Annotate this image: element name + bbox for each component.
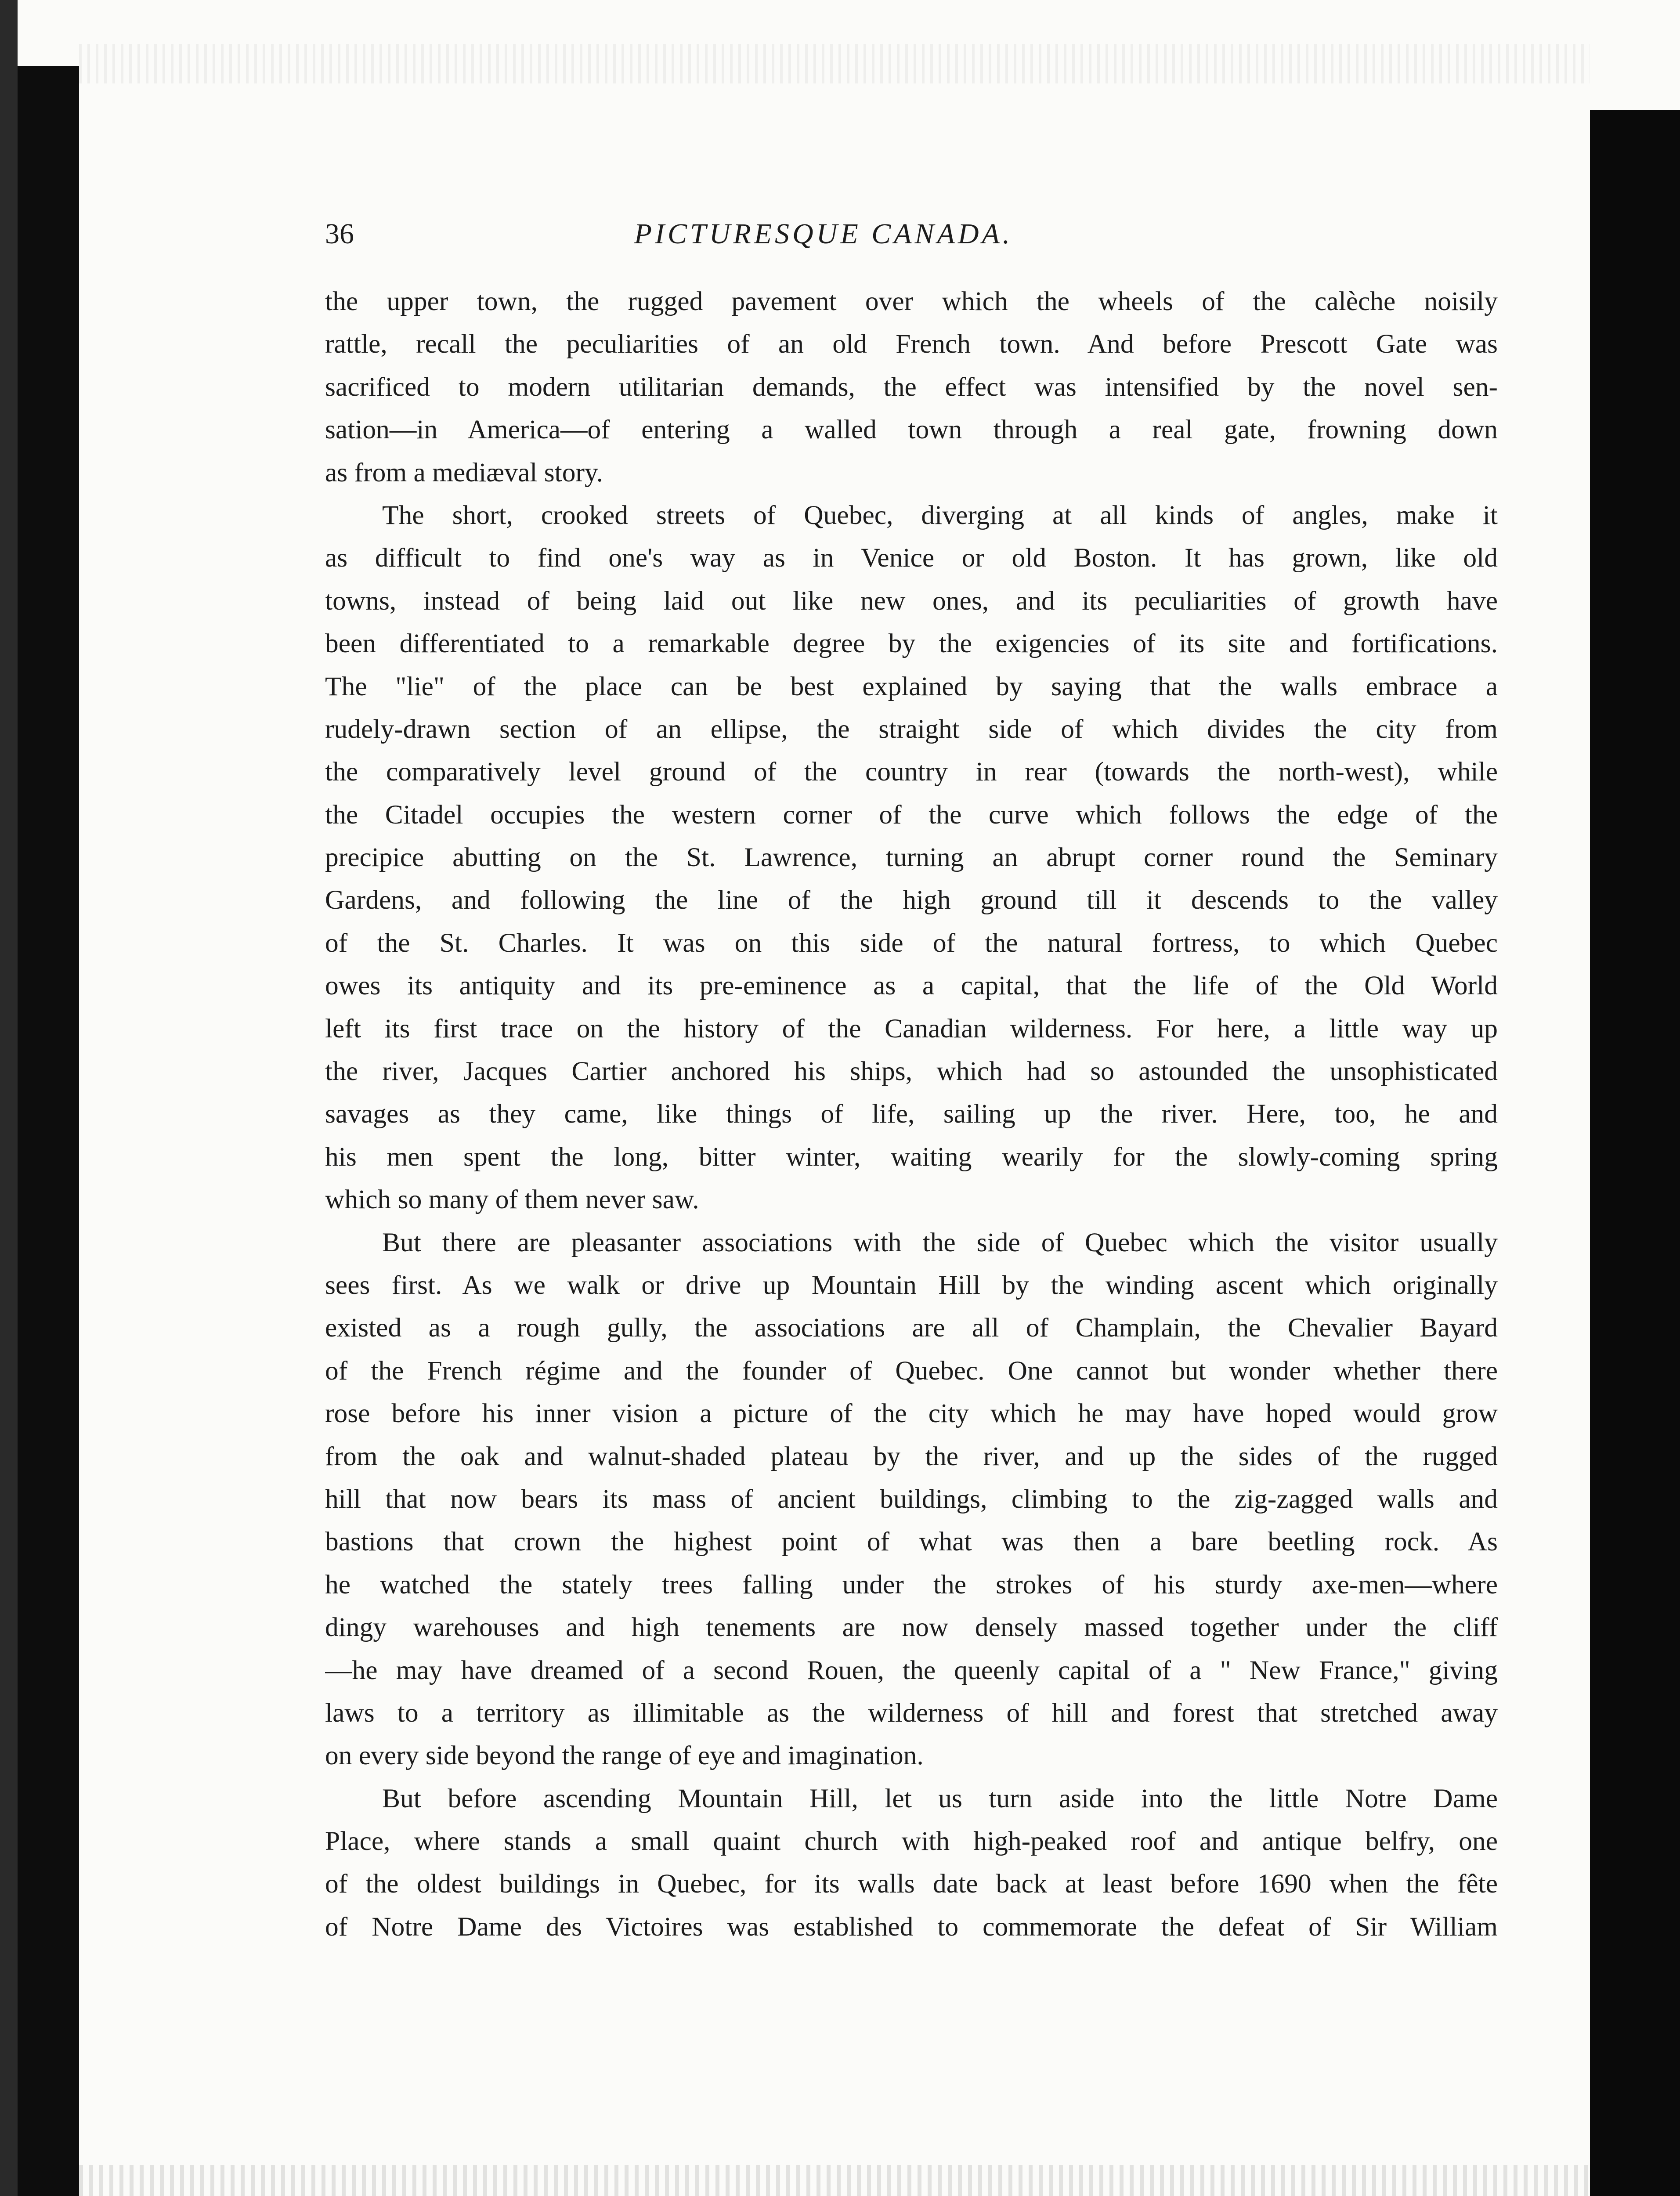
page-number: 36 <box>325 218 354 250</box>
text-line: But there are pleasanter associations with the side of Quebec which the visitor usually <box>382 1227 1498 1257</box>
text-line: of the St. Charles. It was on this side of the natural fortress, to which Quebec <box>325 928 1498 958</box>
text-line: existed as a rough gully, the associations are all of Champlain, the Chevalier Bayard <box>325 1313 1498 1343</box>
text-line: of Notre Dame des Victoires was established to commemorate the defeat of Sir William <box>325 1911 1498 1942</box>
text-line: of the oldest buildings in Quebec, for its walls date back at least before 1690 when the fête <box>325 1869 1498 1899</box>
text-line: savages as they came, like things of life, sailing up the river. Here, too, he and <box>325 1099 1498 1129</box>
text-line: precipice abutting on the St. Lawrence, turning an abrupt corner round the Seminary <box>325 842 1498 873</box>
scan-top-speckle <box>79 44 1590 83</box>
text-line: on every side beyond the range of eye and imagination. <box>325 1741 924 1771</box>
text-line: The "lie" of the place can be best explained by saying that the walls embrace a <box>325 671 1498 701</box>
text-line: The short, crooked streets of Quebec, diverging at all kinds of angles, make it <box>382 500 1498 530</box>
text-line: towns, instead of being laid out like new ones, and its peculiarities of growth have <box>325 585 1498 616</box>
text-line: laws to a territory as illimitable as the wilderness of hill and forest that stretched away <box>325 1698 1498 1728</box>
scan-left-edge <box>13 66 79 2196</box>
text-line: Place, where stands a small quaint church with high-peaked roof and antique belfry, one <box>325 1826 1498 1856</box>
text-line: hill that now bears its mass of ancient buildings, climbing to the zig-zagged walls and <box>325 1484 1498 1514</box>
text-line: he watched the stately trees falling under the strokes of his sturdy axe-men—where <box>325 1569 1498 1600</box>
text-line: the river, Jacques Cartier anchored his ships, which had so astounded the unsophisticated <box>325 1056 1498 1087</box>
text-line: from the oak and walnut-shaded plateau by the river, and up the sides of the rugged <box>325 1441 1498 1471</box>
body-text <box>325 280 1498 1948</box>
text-line: sees first. As we walk or drive up Mountain Hill by the winding ascent which originally <box>325 1270 1498 1300</box>
text-line: sacrificed to modern utilitarian demands, the effect was intensified by the novel sen- <box>325 372 1498 402</box>
text-line: of the French régime and the founder of Quebec. One cannot but wonder whether there <box>325 1355 1498 1386</box>
text-line: which so many of them never saw. <box>325 1185 699 1215</box>
text-line: But before ascending Mountain Hill, let us turn aside into the little Notre Dame <box>382 1783 1498 1813</box>
text-line: left its first trace on the history of the Canadian wilderness. For here, a little way up <box>325 1013 1498 1044</box>
text-line: been differentiated to a remarkable degree by the exigencies of its site and fortifications. <box>325 628 1498 659</box>
text-line: rose before his inner vision a picture of the city which he may have hoped would grow <box>325 1398 1498 1429</box>
text-line: Gardens, and following the line of the high ground till it descends to the valley <box>325 885 1498 915</box>
text-line: bastions that crown the highest point of what was then a bare beetling rock. As <box>325 1527 1498 1557</box>
text-line: the upper town, the rugged pavement over which the wheels of the calèche noisily <box>325 286 1498 316</box>
text-line: his men spent the long, bitter winter, waiting wearily for the slowly-coming spring <box>325 1141 1498 1172</box>
text-line: dingy warehouses and high tenements are now densely massed together under the cliff <box>325 1612 1498 1643</box>
text-line: the Citadel occupies the western corner of the curve which follows the edge of the <box>325 799 1498 830</box>
text-line: rudely-drawn section of an ellipse, the straight side of which divides the city from <box>325 714 1498 744</box>
text-line: owes its antiquity and its pre-eminence as a capital, that the life of the Old World <box>325 971 1498 1001</box>
text-line: the comparatively level ground of the country in rear (towards the north-west), while <box>325 757 1498 787</box>
text-line: —he may have dreamed of a second Rouen, the queenly capital of a " New France," giving <box>325 1655 1498 1685</box>
scan-right-edge <box>1590 110 1680 2196</box>
scan-bottom-speckle <box>79 2165 1590 2196</box>
running-title: PICTURESQUE CANADA. <box>634 218 1013 250</box>
page-header <box>325 210 1322 258</box>
text-line: rattle, recall the peculiarities of an old French town. And before Prescott Gate was <box>325 329 1498 359</box>
text-line: sation—in America—of entering a walled town through a real gate, frowning down <box>325 415 1498 445</box>
text-line: as from a mediæval story. <box>325 457 603 488</box>
text-line: as difficult to find one's way as in Venice or old Boston. It has grown, like old <box>325 543 1498 573</box>
